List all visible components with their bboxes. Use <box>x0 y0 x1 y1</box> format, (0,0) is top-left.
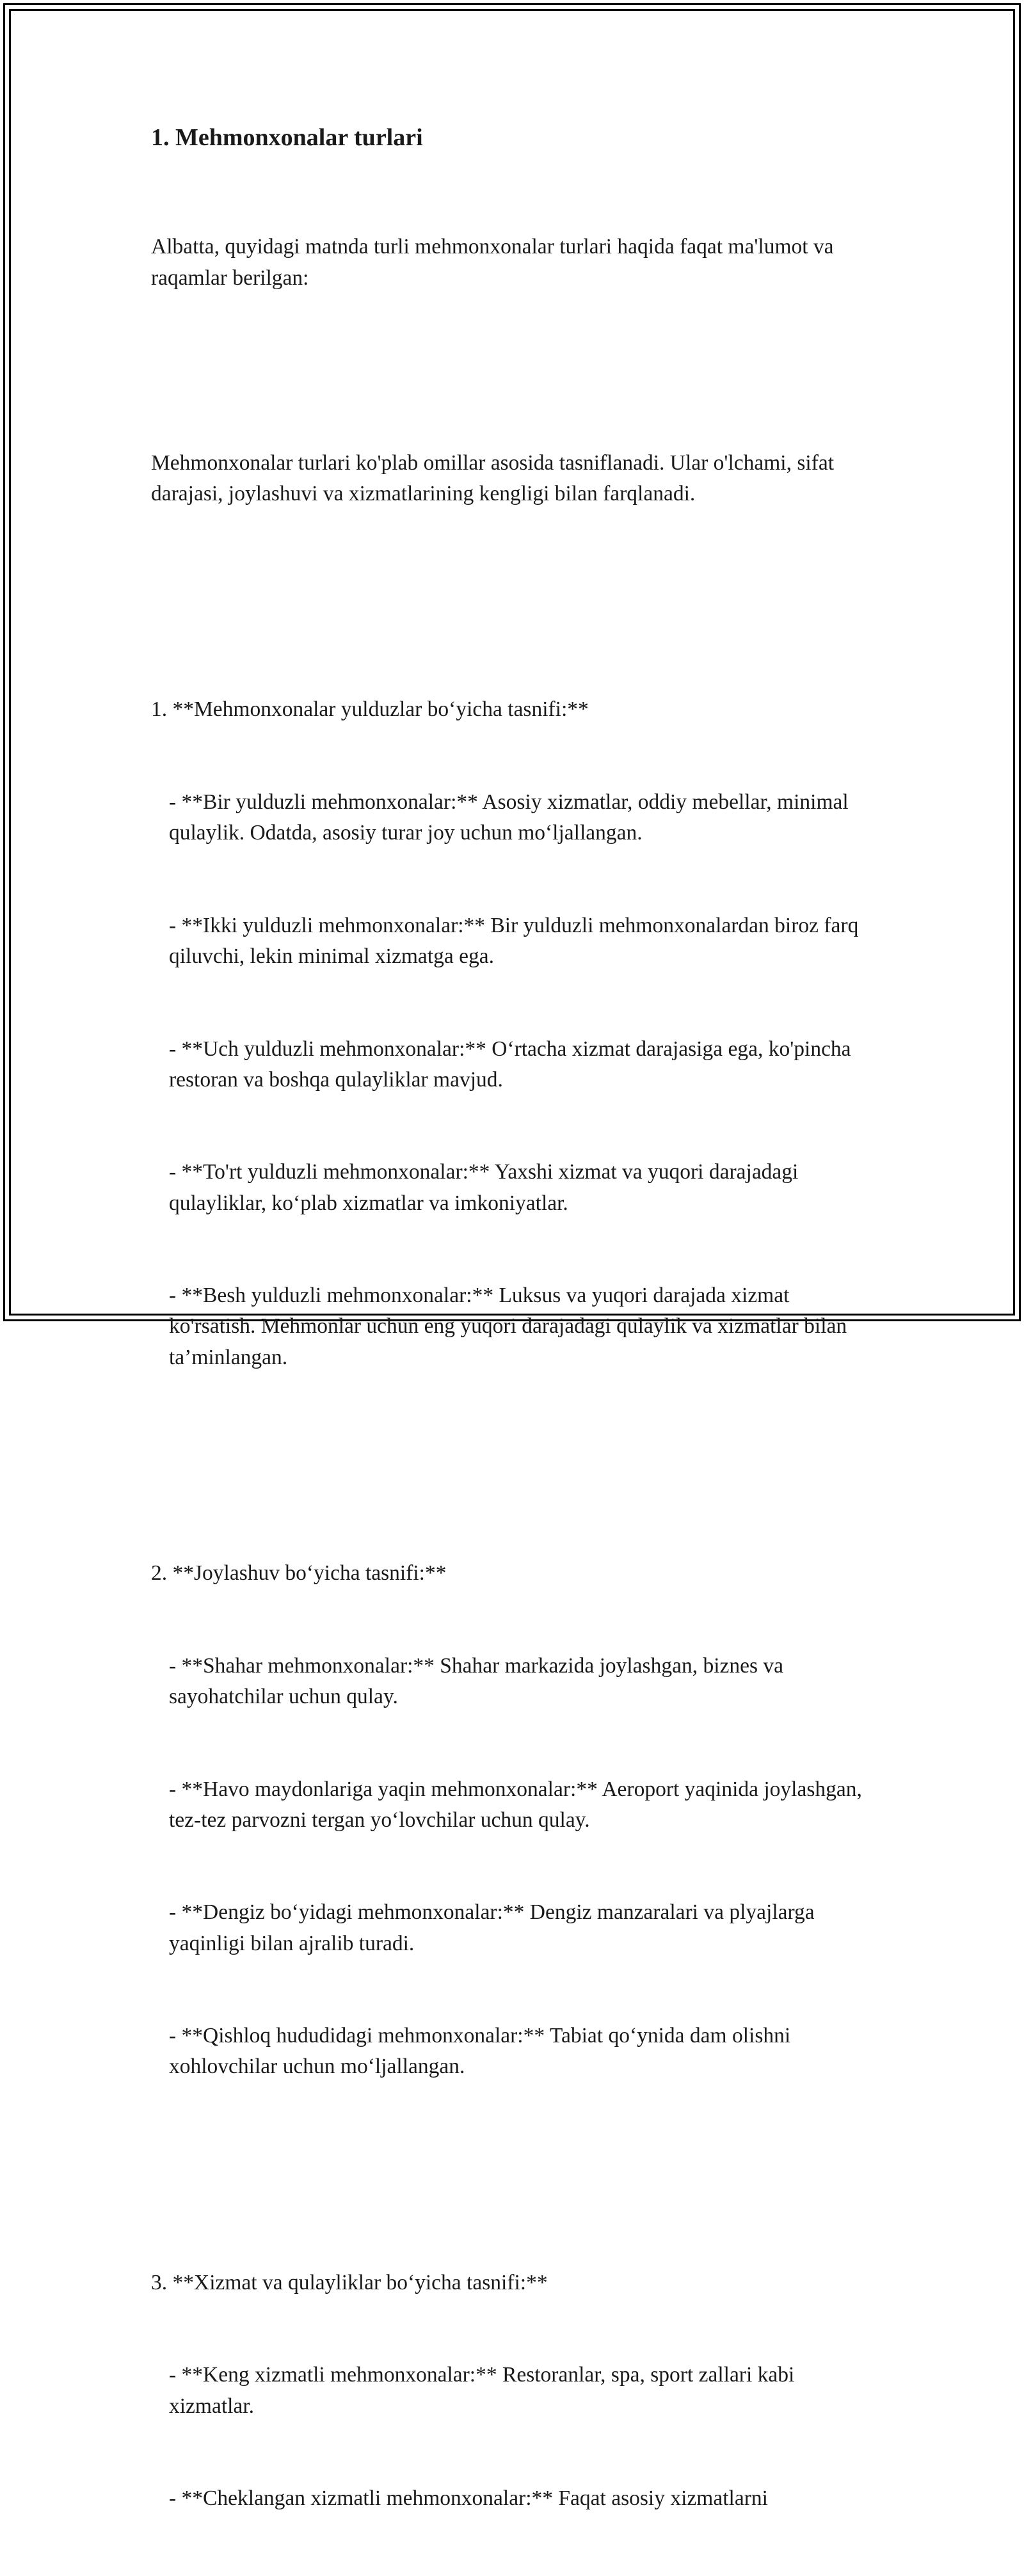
spacer <box>151 355 878 386</box>
list-item: - **Cheklangan xizmatli mehmonxonalar:** Faqat asosiy xizmatlarni <box>169 2486 768 2511</box>
list-item: - **To'rt yulduzli mehmonxonalar:** Yaxshi xizmat va yuqori darajadagi qulayliklar, ko‘plab xizmatlar va imkoniyatlar. <box>169 1160 804 1215</box>
spacer <box>151 571 878 602</box>
list-item: - **Bir yulduzli mehmonxonalar:** Asosiy xizmatlar, oddiy mebellar, minimal qulaylik. Odatda, asosiy turar joy uchun mo‘ljallangan. <box>169 790 854 845</box>
intro-paragraph: Albatta, quyidagi matnda turli mehmonxonalar turlari haqida faqat ma'lumot va raqamlar berilgan: <box>151 235 839 290</box>
list-item: - **Dengiz bo‘yidagi mehmonxonalar:** Dengiz manzaralari va plyajlarga yaqinligi bilan ajralib turadi. <box>169 1900 820 1955</box>
list-item: - **Uch yulduzli mehmonxonalar:** O‘rtacha xizmat darajasiga ega, ko'pincha restoran va boshqa qulayliklar mavjud. <box>169 1037 856 1092</box>
document-text <box>151 170 878 2576</box>
list-item: - **Keng xizmatli mehmonxonalar:** Restoranlar, spa, sport zallari kabi xizmatlar. <box>169 2363 800 2418</box>
list-item: - **Besh yulduzli mehmonxonalar:** Luksus va yuqori darajada xizmat ko'rsatish. Mehmonlar uchun eng yuqori darajadagi qulaylik va xizmatlar bilan ta’minlangan. <box>169 1284 852 1369</box>
document-body <box>151 119 878 2576</box>
list-item: - **Qishloq hududidagi mehmonxonalar:** Tabiat qo‘ynida dam olishni xohlovchilar uchun mo‘ljallangan. <box>169 2024 796 2079</box>
list-item: - **Shahar mehmonxonalar:** Shahar markazida joylashgan, biznes va sayohatchilar uchun qulay. <box>169 1653 789 1708</box>
spacer <box>151 1435 878 1465</box>
spacer <box>151 2144 878 2175</box>
section-title: 1. **Mehmonxonalar yulduzlar bo‘yicha tasnifi:** <box>151 697 589 722</box>
overview-paragraph: Mehmonxonalar turlari ko'plab omillar asosida tasniflanadi. Ular o'lchami, sifat darajasi, joylashuvi va xizmatlarining kengligi bilan farqlanadi. <box>151 450 840 506</box>
section-heading: 1. Mehmonxonalar turlari <box>151 124 423 151</box>
section-title: 2. **Joylashuv bo‘yicha tasnifi:** <box>151 1561 447 1586</box>
list-item: - **Ikki yulduzli mehmonxonalar:** Bir yulduzli mehmonxonalardan biroz farq qiluvchi, lekin minimal xizmatga ega. <box>169 913 864 969</box>
list-item: - **Havo maydonlariga yaqin mehmonxonalar:** Aeroport yaqinida joylashgan, tez-tez parvozni tergan yo‘lovchilar uchun qulay. <box>169 1777 868 1832</box>
section-title: 3. **Xizmat va qulayliklar bo‘yicha tasnifi:** <box>151 2270 548 2294</box>
